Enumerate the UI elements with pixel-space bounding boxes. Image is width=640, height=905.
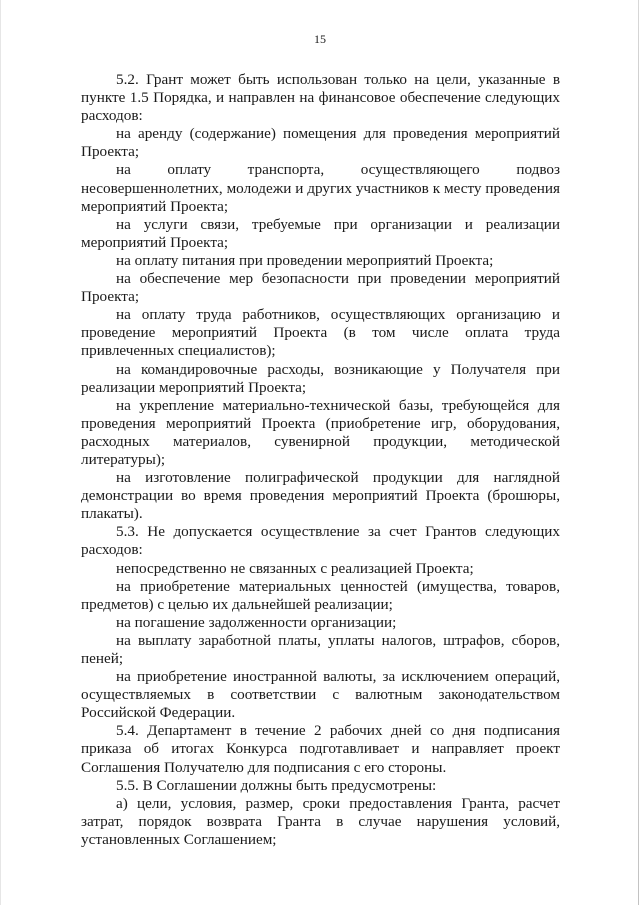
list-item: на аренду (содержание) помещения для проведения мероприятий Проекта; — [81, 125, 560, 161]
list-item: а) цели, условия, размер, сроки предоставления Гранта, расчет затрат, порядок возврата Гранта в случае нарушения условий, установленных Соглашением; — [81, 794, 560, 848]
list-item: на оплату питания при проведении мероприятий Проекта; — [116, 251, 494, 269]
scan-edge-left — [0, 0, 1, 905]
paragraph-5-4: 5.4. Департамент в течение 2 рабочих дней со дня подписания приказа об итогах Конкурса подготавливает и направляет проект Соглашения Получателю для подписания с его стороны. — [81, 722, 560, 776]
scan-edge-right — [638, 0, 639, 905]
list-item: на приобретение иностранной валюты, за исключением операций, осуществляемых в соответствии с валютным законодательством Российской Федерации. — [81, 668, 560, 722]
list-item: на погашение задолженности организации; — [116, 613, 397, 631]
list-item: на укрепление материально-технической базы, требующейся для проведения мероприятий Проекта (приобретение игр, оборудования, расходных материалов, сувенирной продукции, методической литературы); — [81, 396, 560, 468]
paragraph-5-5: 5.5. В Соглашении должны быть предусмотрены: — [116, 776, 437, 794]
page-number: 15 — [314, 32, 326, 46]
list-item: на оплату транспорта, осуществляющего подвоз несовершеннолетних, молодежи и других участников к месту проведения мероприятий Проекта; — [81, 161, 560, 215]
list-item: на приобретение материальных ценностей (имущества, товаров, предметов) с целью их дальнейшей реализации; — [81, 577, 560, 613]
paragraph-5-2: 5.2. Грант может быть использован только на цели, указанные в пункте 1.5 Порядка, и направлен на финансовое обеспечение следующих расходов: — [81, 71, 560, 125]
paragraph-5-3: 5.3. Не допускается осуществление за счет Грантов следующих расходов: — [81, 523, 560, 559]
list-item: на обеспечение мер безопасности при проведении мероприятий Проекта; — [81, 270, 560, 306]
list-item: на командировочные расходы, возникающие у Получателя при реализации мероприятий Проекта; — [81, 360, 560, 396]
list-item: на изготовление полиграфической продукции для наглядной демонстрации во время проведения мероприятий Проекта (брошюры, плакаты). — [81, 469, 560, 523]
list-item: на услуги связи, требуемые при организации и реализации мероприятий Проекта; — [81, 215, 560, 251]
list-item: на выплату заработной платы, уплаты налогов, штрафов, сборов, пеней; — [81, 631, 560, 667]
document-body — [81, 71, 560, 849]
list-item: непосредственно не связанных с реализацией Проекта; — [116, 559, 474, 577]
list-item: на оплату труда работников, осуществляющих организацию и проведение мероприятий Проекта (в том числе оплата труда привлеченных специалистов); — [81, 306, 560, 360]
